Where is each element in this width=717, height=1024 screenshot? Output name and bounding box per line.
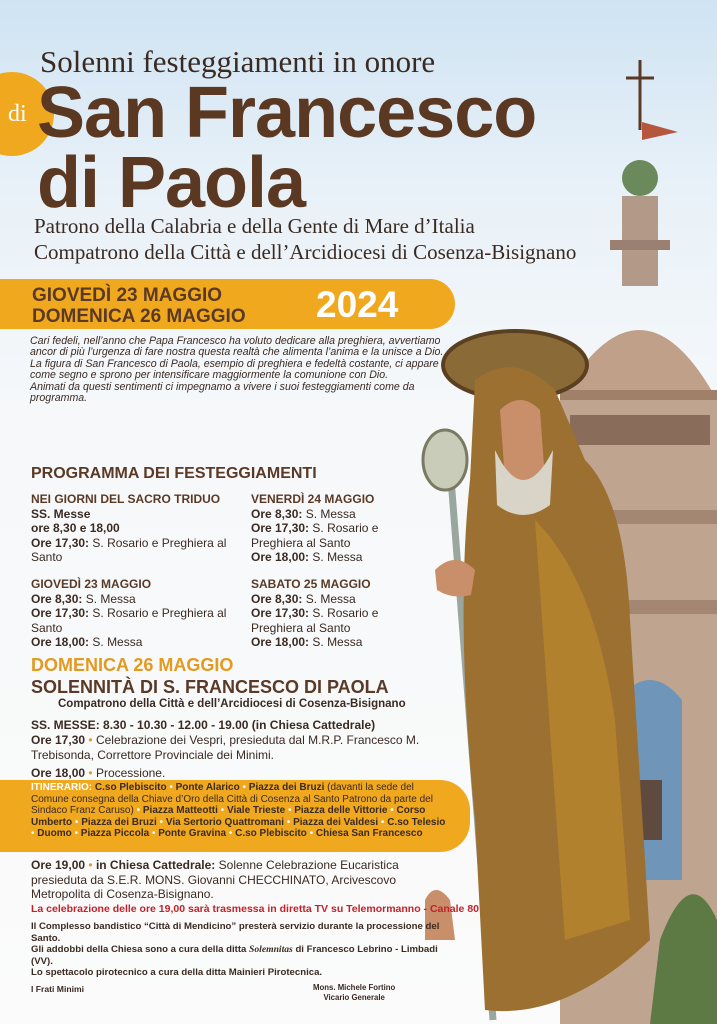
bullet-icon: • [88, 733, 93, 747]
triduo-heading: NEI GIORNI DEL SACRO TRIDUO [31, 492, 221, 506]
vespers-text: Celebrazione dei Vespri, presieduta dal M.R.P. Francesco M. Trebisonda, Correttore Provinciale dei Minimi. [31, 733, 420, 762]
notes [31, 921, 451, 979]
saturday-heading: SABATO 25 MAGGIO [251, 577, 371, 591]
itinerary-stop: Piazza dei Bruzi [81, 816, 157, 828]
saint-statue-image [415, 320, 670, 1024]
triduo-time-1: Ore 17,30: [31, 535, 90, 550]
friday-text-3: S. Messa [312, 550, 363, 564]
date-line-2: DOMENICA 26 MAGGIO [32, 306, 246, 327]
friday-time-1: Ore 8,30: [251, 506, 303, 521]
itinerary-stop: C.so Plebiscito [235, 828, 307, 840]
page-title-line1: San Francesco [37, 73, 537, 153]
letter-to-faithful [30, 336, 450, 404]
itinerary-stop: Piazza Piccola [80, 828, 150, 840]
bullet-icon: • [88, 766, 93, 780]
celebration-time: Ore 19,00 [31, 858, 86, 872]
note-fireworks: Lo spettacolo pirotecnico a cura della ditta Mainieri Pirotecnica. [31, 967, 323, 979]
saturday-time-2: Ore 17,30: [251, 606, 310, 620]
friday-text-1: S. Messa [305, 506, 356, 521]
itinerary-note: (davanti la sede del Comune consegna della Chiave d’Oro della Città di Cosenza al Santo Patrono da parte del Sindaco Franz Caruso) [31, 782, 433, 817]
patron-line-2: Compatrono della Città e dell’Arcidiocesi di Cosenza-Bisignano [34, 240, 577, 264]
thursday-text-1: S. Messa [85, 591, 136, 606]
procession [31, 766, 165, 780]
tv-broadcast-notice: La celebrazione delle ore 19,00 sarà trasmessa in diretta TV su Telemormanno - Canale 80 [31, 903, 479, 915]
triduo-messe-label: SS. Messe [31, 506, 91, 521]
letter-paragraph-1: Cari fedeli, nell’anno che Papa Francesco ha voluto dedicare alla preghiera, avvertiamo ancor di più l’urgenza di fare nostra questa realtà che alimenta l’anima e la unisce a Dio. [30, 335, 444, 359]
solemnitas-logo: Solemnitas [249, 944, 293, 956]
itinerary-stop: Viale Trieste [226, 805, 286, 817]
thursday-time-3: Ore 18,00: [31, 635, 90, 649]
itinerary-stop: Piazza delle Vittorie [294, 805, 388, 817]
saturday-text-3: S. Messa [312, 635, 363, 649]
saturday-block [251, 577, 421, 650]
itinerary-stop: Chiesa San Francesco [315, 828, 423, 840]
vespers-time: Ore 17,30 [31, 733, 86, 747]
page-title-line2: di Paola [37, 143, 306, 223]
friday-time-3: Ore 18,00: [251, 550, 310, 564]
itinerary-stop: Duomo [37, 828, 72, 840]
solemnity-title: SOLENNITÀ DI S. FRANCESCO DI PAOLA [31, 677, 389, 697]
footer-signature-left: I Frati Minimi [31, 984, 84, 994]
itinerary-stop: Piazza Matteotti [142, 805, 218, 817]
saturday-text-2: S. Rosario e Preghiera al Santo [251, 606, 379, 635]
saturday-time-1: Ore 8,30: [251, 591, 303, 606]
footer-signature-right: Mons. Michele Fortino Vicario Generale [313, 983, 396, 1002]
eucharistic-celebration [31, 858, 451, 902]
triduo-block [31, 492, 246, 565]
friday-heading: VENERDÌ 24 MAGGIO [251, 492, 375, 506]
year: 2024 [316, 284, 399, 325]
patron-line-1: Patrono della Calabria e della Gente di Mare d’Italia [34, 214, 475, 238]
letter-paragraph-3: Animati da questi sentimenti ci impegnamo a vivere i suoi festeggiamenti come da programma. [30, 380, 415, 405]
celebration-place: in Chiesa Cattedrale: [95, 858, 216, 872]
itinerary-stop: Piazza dei Valdesi [293, 816, 379, 828]
itinerary-stop: Ponte Alarico [175, 782, 240, 793]
itinerary-stop: C.so Telesio [387, 816, 446, 828]
bullet-icon: • [88, 858, 93, 872]
thursday-heading: GIOVEDÌ 23 MAGGIO [31, 577, 152, 591]
sunday-date: DOMENICA 26 MAGGIO [31, 655, 234, 675]
thursday-block [31, 577, 246, 650]
itinerary-stop: C.so Plebiscito [94, 782, 167, 793]
thursday-time-1: Ore 8,30: [31, 591, 83, 606]
saturday-text-1: S. Messa [305, 591, 356, 606]
di-label: di [8, 101, 27, 127]
vespers [31, 733, 431, 762]
note-band: Il Complesso bandistico “Città di Mendicino” presterà servizio durante la processione del Santo. [31, 921, 440, 944]
note-decorations: Gli addobbi della Chiesa sono a cura della ditta Solemnitas di Francesco Lebrino - Limbadi (VV). [31, 944, 438, 967]
itinerary-stop: Corso Umberto [31, 805, 426, 828]
solemnity-subtitle: Compatrono della Città e dell’Arcidiocesi di Cosenza-Bisignano [58, 698, 406, 710]
subtitle: Solenni festeggiamenti in onore [40, 44, 436, 79]
itinerary: ITINERARIO: C.so Plebiscito • Ponte Alarico • Piazza dei Bruzi (davanti la sede del Comune consegna della Chiave d’Oro della Città di Cosenza al Santo Patrono da parte del Sindaco Franz Caruso) • Piazza Matteotti • Viale Trieste • Piazza delle Vittorie • Corso Umberto • Piazza dei Bruzi • Via Sertorio Quattromani • Piazza dei Valdesi • C.so Telesio • Duomo • Piazza Piccola • Ponte Gravina • C.so Plebiscito • Chiesa San Francesco [31, 782, 446, 840]
procession-text: Processione. [95, 766, 166, 780]
itinerary-stop: Piazza dei Bruzi [248, 782, 325, 793]
friday-time-2: Ore 17,30: [251, 521, 310, 535]
celebration-text: Solenne Celebrazione Eucaristica presieduta da S.E.R. MONS. Giovanni CHECCHINATO, Arcivescovo Metropolita di Cosenza-Bisignano. [31, 858, 399, 901]
thursday-text-2: S. Rosario e Preghiera al Santo [31, 606, 227, 635]
date-line-1: GIOVEDÌ 23 MAGGIO [32, 285, 223, 306]
sunday-masses: SS. MESSE: 8.30 - 10.30 - 12.00 - 19.00 (in Chiesa Cattedrale) [31, 718, 376, 732]
friday-block [251, 492, 421, 565]
triduo-messe-times: ore 8,30 e 18,00 [31, 521, 120, 535]
thursday-time-2: Ore 17,30: [31, 606, 90, 620]
procession-time: Ore 18,00 [31, 766, 86, 780]
friday-text-2: S. Rosario e Preghiera al Santo [251, 521, 379, 550]
itinerary-stop: Via Sertorio Quattromani [165, 816, 285, 828]
letter-paragraph-2: La figura di San Francesco di Paola, esempio di preghiera e fedeltà costante, ci appare come segno e sprono per intensificare maggiormente la comunione con Dio. [30, 357, 439, 382]
saturday-time-3: Ore 18,00: [251, 635, 310, 649]
itinerary-label: ITINERARIO: [31, 782, 93, 793]
program-title: PROGRAMMA DEI FESTEGGIAMENTI [31, 465, 317, 482]
thursday-text-3: S. Messa [92, 635, 143, 649]
itinerary-stop: Ponte Gravina [158, 828, 227, 840]
triduo-text-1: S. Rosario e Preghiera al Santo [31, 535, 227, 564]
